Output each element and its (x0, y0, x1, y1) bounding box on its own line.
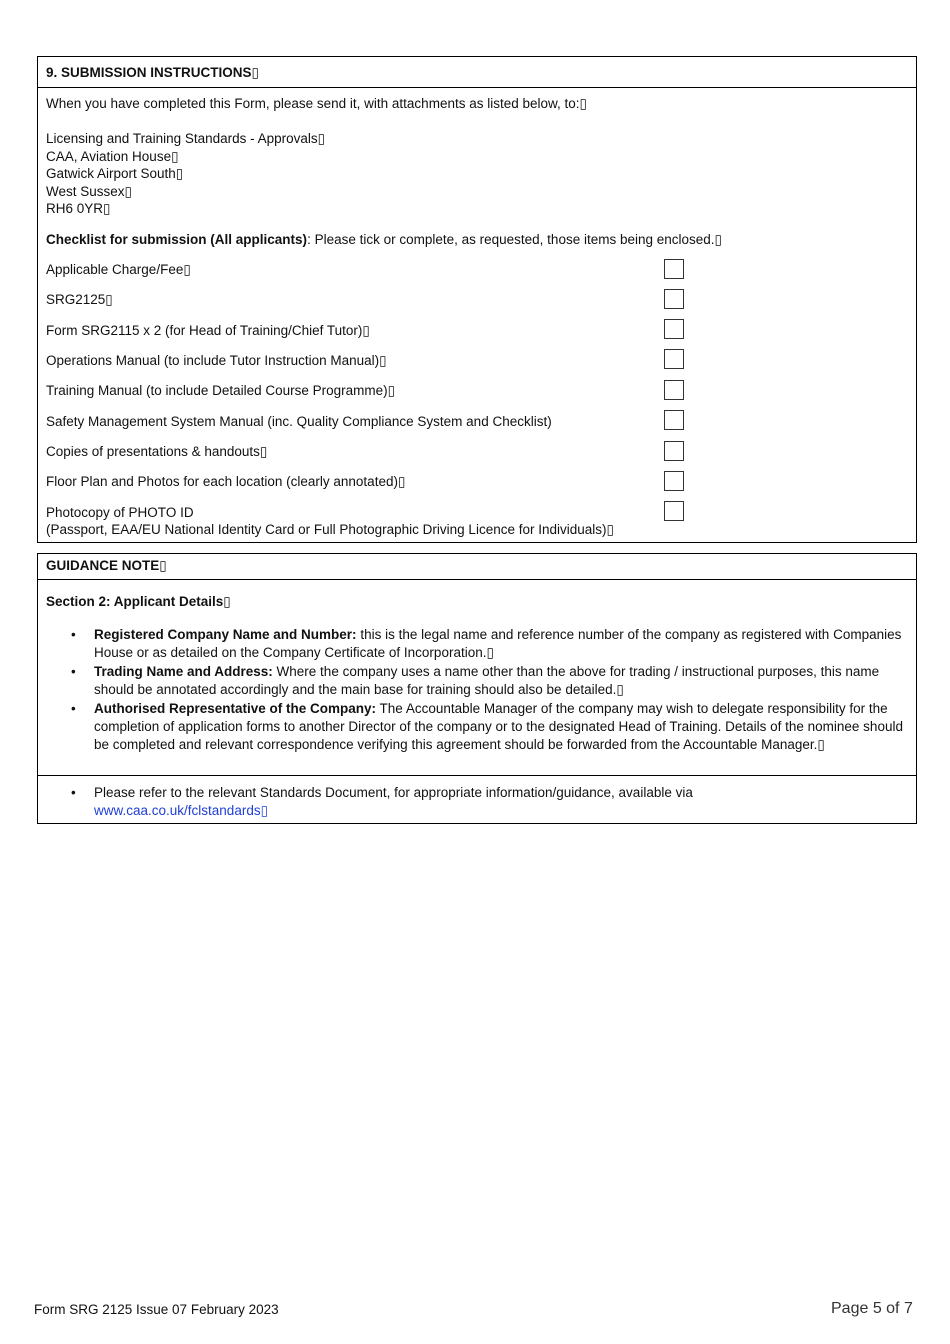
checkbox-srg2125[interactable] (664, 289, 684, 309)
guidance-bullet (38, 700, 908, 754)
photo-id-details: (Passport, EAA/EU National Identity Card or Full Photographic Driving Licence for Individuals)▯ (46, 522, 614, 537)
bullet-title: Trading Name and Address: (94, 664, 273, 679)
submission-intro: When you have completed this Form, please send it, with attachments as listed below, to:▯ (46, 96, 587, 111)
standards-link[interactable]: www.caa.co.uk/fclstandards▯ (94, 803, 269, 818)
checklist-item-srg2115: Form SRG2115 x 2 (for Head of Training/Chief Tutor)▯ (46, 323, 370, 338)
checkbox-floor-plan[interactable] (664, 471, 684, 491)
checklist-item-floor-plan: Floor Plan and Photos for each location (clearly annotated)▯ (46, 474, 406, 489)
bullet-text: this is the legal name and reference number of the company as registered with Companies House or as detailed on the Company Certificate of Incorporation.▯ (94, 627, 902, 660)
guidance-bullet (38, 626, 908, 662)
checklist-title: Checklist for submission (All applicants) (46, 232, 308, 247)
checkbox-fee[interactable] (664, 259, 684, 279)
checklist-item-operations-manual: Operations Manual (to include Tutor Instruction Manual)▯ (46, 353, 387, 368)
divider (38, 775, 916, 776)
checkbox-operations-manual[interactable] (664, 349, 684, 369)
checklist-item-training-manual: Training Manual (to include Detailed Course Programme)▯ (46, 383, 396, 398)
form-reference: Form SRG 2125 Issue 07 February 2023 (34, 1302, 279, 1317)
checklist-item-fee: Applicable Charge/Fee▯ (46, 262, 191, 277)
address-line: CAA, Aviation House▯ (46, 149, 179, 164)
guidance-section-title: Section 2: Applicant Details▯ (46, 594, 231, 609)
checklist-text: : Please tick or complete, as requested, those items being enclosed.▯ (307, 232, 722, 247)
bullet-icon: • (71, 664, 76, 679)
address-line: Licensing and Training Standards - Approvals▯ (46, 131, 326, 146)
address-line: Gatwick Airport South▯ (46, 166, 184, 181)
bullet-text: Where the company uses a name other than the above for trading / instructional purposes, this name should be annotated accordingly and the main base for training should also be detailed.▯ (94, 664, 880, 697)
checkbox-presentations[interactable] (664, 441, 684, 461)
guidance-bullet (38, 663, 908, 699)
address-line: RH6 0YR▯ (46, 201, 111, 216)
bullet-text: The Accountable Manager of the company may wish to delegate responsibility for the completion of application forms to another Director of the company or to the designated Head of Training. Details of the nominee should be completed and relevant correspondence verifying this agreement should be forwarded from the Accountable Manager.▯ (94, 701, 903, 752)
checkbox-photo-id[interactable] (664, 501, 684, 521)
bullet-title: Authorised Representative of the Company: (94, 701, 377, 716)
checklist-instruction (46, 231, 722, 249)
submission-heading: 9. SUBMISSION INSTRUCTIONS▯ (38, 57, 916, 88)
checklist-item-photo-id: Photocopy of PHOTO ID (46, 505, 194, 520)
guidance-bullet-list (38, 626, 908, 755)
bullet-icon: • (71, 627, 76, 642)
checkbox-sms-manual[interactable] (664, 410, 684, 430)
bullet-icon: • (71, 785, 76, 800)
bullet-icon: • (71, 701, 76, 716)
guidance-heading: GUIDANCE NOTE▯ (38, 554, 916, 580)
reference-text: Please refer to the relevant Standards Document, for appropriate information/guidance, available via (94, 785, 693, 800)
bullet-title: Registered Company Name and Number: (94, 627, 357, 642)
standards-reference (38, 784, 908, 820)
submission-section (37, 56, 917, 543)
checklist-item-srg2125: SRG2125▯ (46, 292, 113, 307)
checkbox-training-manual[interactable] (664, 380, 684, 400)
page-number: Page 5 of 7 (831, 1300, 913, 1317)
checklist-item-presentations: Copies of presentations & handouts▯ (46, 444, 268, 459)
checklist-item-sms-manual: Safety Management System Manual (inc. Quality Compliance System and Checklist) (46, 414, 552, 429)
address-line: West Sussex▯ (46, 184, 132, 199)
guidance-section (37, 553, 917, 824)
checkbox-srg2115[interactable] (664, 319, 684, 339)
